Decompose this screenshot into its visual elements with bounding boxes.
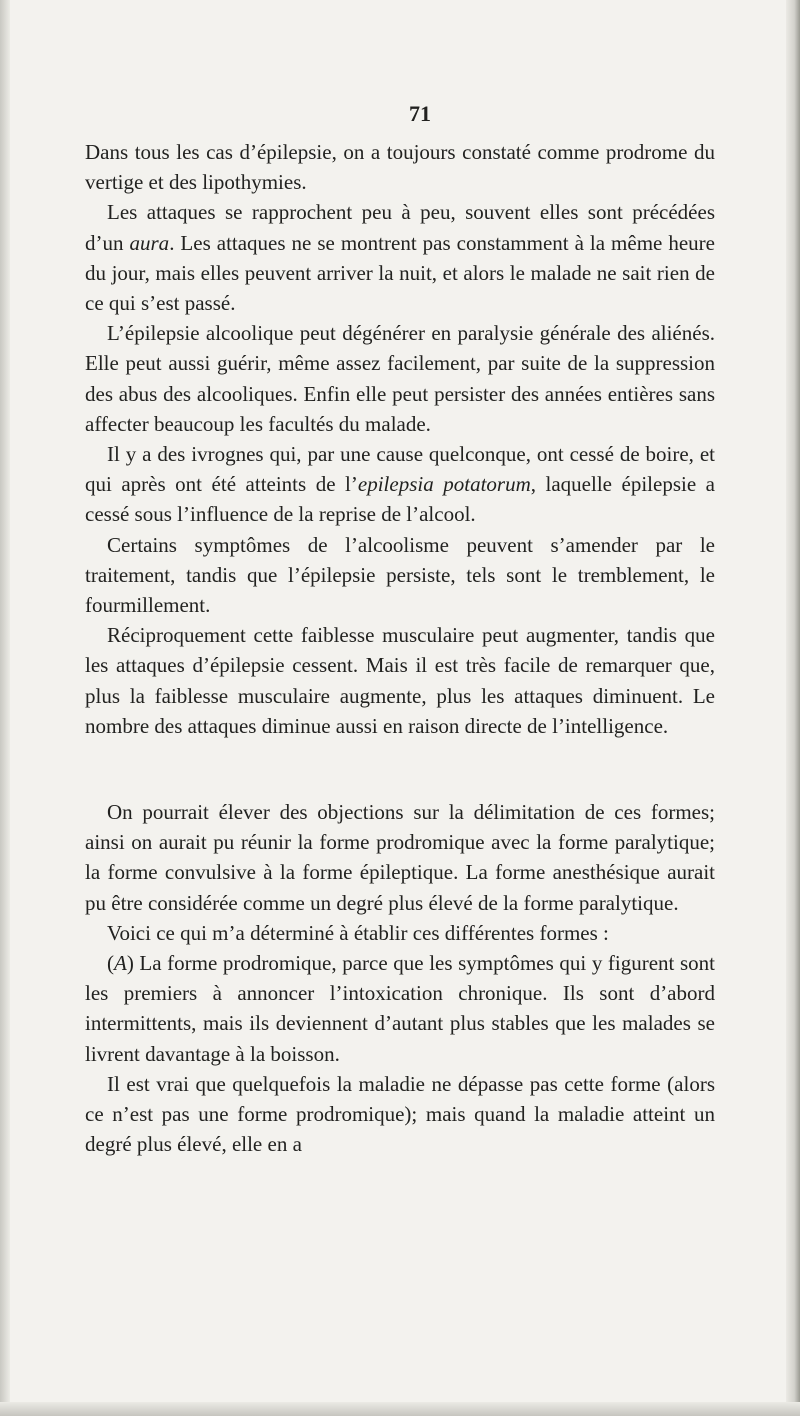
paragraph: Certains symptômes de l’alcoolisme peuvent s’amender par le traitement, tandis que l’épilepsie persiste, tels sont le tremblement, le fourmillement.: [85, 532, 715, 618]
italic-letter: A: [114, 951, 127, 976]
italic-term: aura: [129, 230, 170, 255]
paragraph: Il est vrai que quelquefois la maladie ne dépasse pas cette forme (alors ce n’est pas une forme prodromique); mais quand la maladie atteint un degré plus élevé, elle en a: [85, 1071, 715, 1157]
text-block-lower: [85, 797, 715, 1159]
text-span: Les attaques se rapprochent peu à peu, souvent elles sont précédées d’un: [85, 200, 715, 255]
text-span: ) La forme prodromique, parce que les symptômes qui y figurent sont les premiers à annoncer l’intoxication chronique. Ils sont d’abord intermittents, mais ils deviennent d’autant plus stables que les malades se livrent davantage à la boisson.: [85, 951, 715, 1066]
paragraph: [85, 439, 715, 530]
paragraph: Dans tous les cas d’épilepsie, on a toujours constaté comme prodrome du vertige et des lipothymies.: [85, 140, 715, 195]
text-block-upper: [85, 137, 715, 741]
paragraph: [85, 948, 715, 1069]
text-span: , laquelle épilepsie a cessé sous l’influence de la reprise de l’alcool.: [85, 472, 715, 527]
text-span: Il y a des ivrognes qui, par une cause quelconque, ont cessé de boire, et qui après ont été atteints de l’: [85, 442, 715, 497]
text-span: . Les attaques ne se montrent pas constamment à la même heure du jour, mais elles peuvent arriver la nuit, et alors le malade ne sait rien de ce qui s’est passé.: [85, 230, 715, 316]
paragraph: L’épilepsie alcoolique peut dégénérer en paralysie générale des aliénés. Elle peut aussi guérir, même assez facilement, par suite de la suppression des abus des alcooliques. Enfin elle peut persister des années entières sans affecter beaucoup les facultés du malade.: [85, 321, 715, 436]
italic-term: epilepsia potatorum: [357, 472, 531, 497]
paragraph: Voici ce qui m’a déterminé à établir ces différentes formes :: [107, 920, 609, 945]
text-span: (: [107, 951, 114, 976]
page-right-edge: [786, 0, 800, 1416]
page-gutter-shadow: [0, 0, 10, 1416]
paragraph: On pourrait élever des objections sur la délimitation de ces formes; ainsi on aurait pu réunir la forme prodromique avec la forme paralytique; la forme convulsive à la forme épileptique. La forme anesthésique aurait pu être considérée comme un degré plus élevé de la forme paralytique.: [85, 800, 715, 915]
page-bottom-edge: [0, 1402, 800, 1416]
paragraph: Réciproquement cette faiblesse musculaire peut augmenter, tandis que les attaques d’épilepsie cessent. Mais il est très facile de remarquer que, plus la faiblesse musculaire augmente, plus les attaques diminuent. Le nombre des attaques diminue aussi en raison directe de l’intelligence.: [85, 623, 715, 738]
page-number: 71: [409, 101, 431, 126]
paragraph: [85, 197, 715, 318]
